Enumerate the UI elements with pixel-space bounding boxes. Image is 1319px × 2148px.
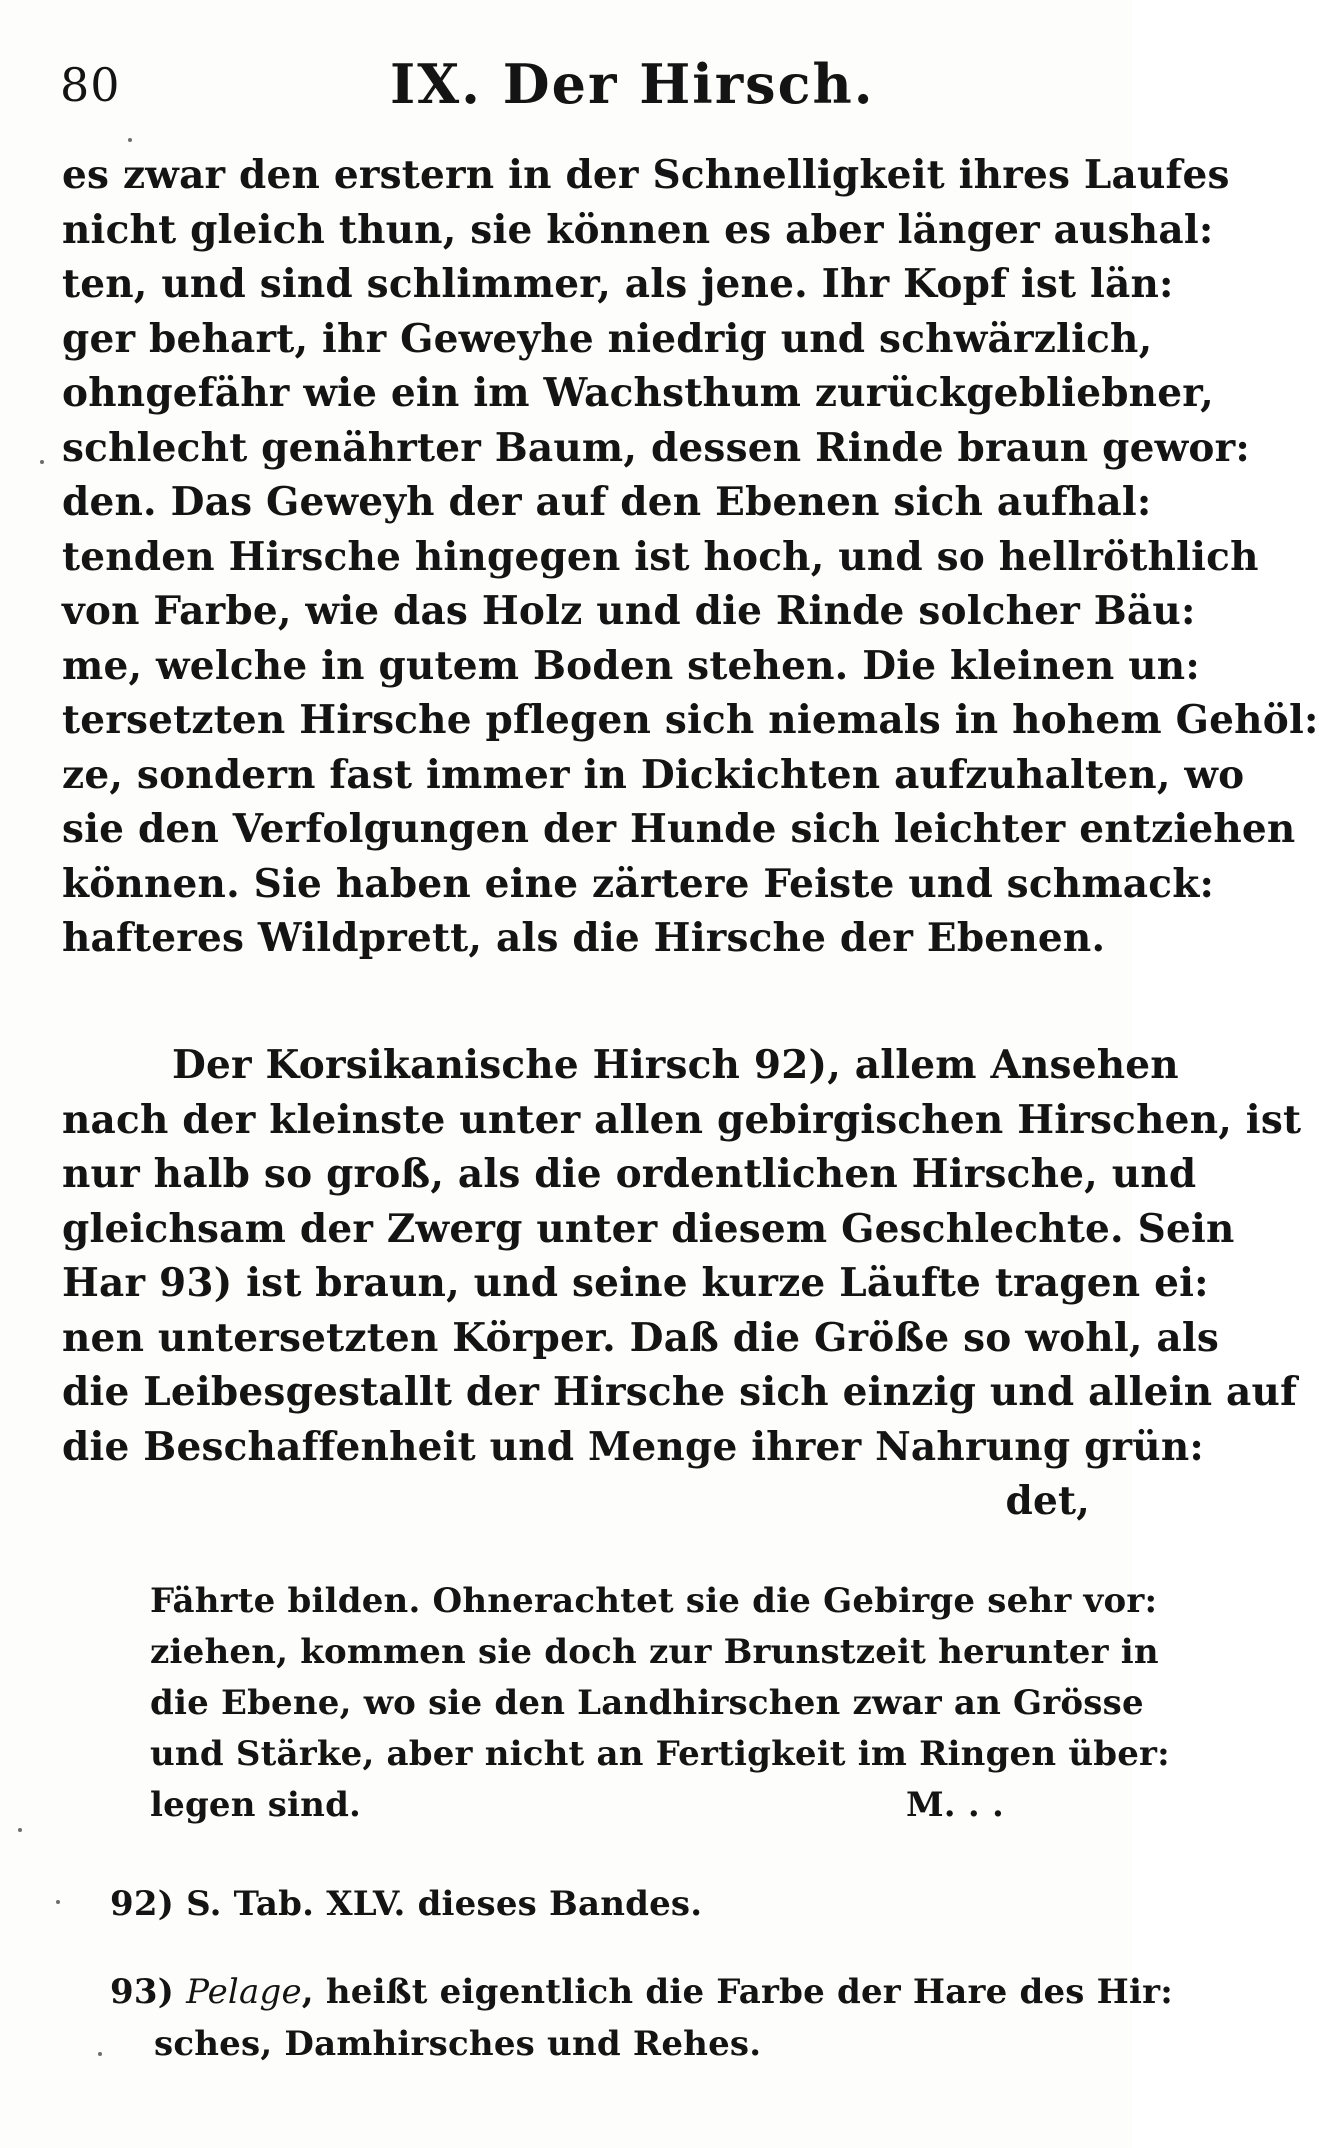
footnote-line: sches, Damhirsches und Rehes. [154, 2024, 762, 2064]
footnote-line [150, 1780, 1074, 1831]
footnote-marker: 93) [110, 1972, 175, 2012]
text-line: von Farbe, wie das Holz und die Rinde solcher Bäu: [62, 588, 1196, 634]
footnote-line: ziehen, kommen sie doch zur Brunstzeit herunter in [150, 1632, 1159, 1672]
text-line: nach der kleinste unter allen gebirgischen Hirschen, ist [62, 1096, 1302, 1143]
text-line: die Beschaffenheit und Menge ihrer Nahrung grün: [62, 1423, 1204, 1470]
paper-speck [98, 2052, 102, 2056]
text-line: tenden Hirsche hingegen ist hoch, und so hellröthlich [62, 533, 1259, 580]
footnote-text: S. Tab. XLV. dieses Bandes. [186, 1884, 703, 1924]
text-line: ze, sondern fast immer in Dickichten aufzuhalten, wo [62, 751, 1245, 798]
footnote-line [110, 1966, 1173, 2018]
footnote-line-text: legen sind. [150, 1785, 362, 1825]
catchword: det, [1005, 1478, 1090, 1524]
text-line: sie den Verfolgungen der Hunde sich leichter entziehen [62, 806, 1296, 852]
text-line: schlecht genährter Baum, dessen Rinde braun gewor: [62, 424, 1250, 471]
footnote-marker: 92) [110, 1884, 175, 1924]
footnote-term: Pelage [186, 1972, 302, 2012]
paper-speck [18, 1828, 22, 1832]
text-line: Har 93) ist braun, und seine kurze Läufte tragen ei: [62, 1260, 1209, 1306]
text-line: me, welche in gutem Boden stehen. Die kleinen un: [62, 642, 1200, 689]
footnote-93 [110, 1966, 1173, 2070]
text-line: ten, und sind schlimmer, als jene. Ihr Kopf ist län: [62, 261, 1174, 307]
paper-speck [128, 138, 132, 142]
paper-speck [40, 460, 44, 464]
text-line: ger behart, ihr Geweyhe niedrig und schwärzlich, [62, 315, 1153, 362]
text-line: nur halb so groß, als die ordentlichen Hirsche, und [62, 1151, 1197, 1197]
footnote-line: und Stärke, aber nicht an Fertigkeit im Ringen über: [150, 1734, 1170, 1774]
text-line: es zwar den erstern in der Schnelligkeit ihres Laufes [62, 152, 1230, 198]
paragraph-2 [62, 1038, 1302, 1529]
text-line: die Leibesgestallt der Hirsche sich einzig und allein auf [62, 1369, 1298, 1415]
footnote-92 [110, 1878, 1080, 1930]
footnote-line: Fährte bilden. Ohnerachtet sie die Gebirge sehr vor: [150, 1581, 1158, 1621]
text-line: ohngefähr wie ein im Wachsthum zurückgebliebner, [62, 370, 1214, 416]
text-line: tersetzten Hirsche pflegen sich niemals in hohem Gehöl: [62, 697, 1319, 743]
footnote-line [110, 1878, 1080, 1930]
text-line: können. Sie haben eine zärtere Feiste und schmack: [62, 860, 1215, 907]
paragraph-1 [62, 148, 1319, 966]
text-line: hafteres Wildprett, als die Hirsche der Ebenen. [62, 915, 1106, 961]
text-line: nen untersetzten Körper. Daß die Größe so wohl, als [62, 1314, 1220, 1361]
footnote-continuation [150, 1576, 1170, 1831]
paper-speck [56, 1900, 60, 1904]
text-line: gleichsam der Zwerg unter diesem Geschlechte. Sein [62, 1205, 1235, 1252]
page-number: 80 [60, 58, 121, 112]
running-head: IX. Der Hirsch. [390, 52, 875, 116]
footnote-signature: M. . . [905, 1785, 1004, 1825]
text-line: Der Korsikanische Hirsch 92), allem Ansehen [172, 1042, 1179, 1088]
page-header [60, 52, 1080, 122]
footnote-text: , heißt eigentlich die Farbe der Hare des Hir: [301, 1972, 1173, 2012]
text-line: nicht gleich thun, sie können es aber länger aushal: [62, 206, 1214, 253]
footnote-line: die Ebene, wo sie den Landhirschen zwar an Grösse [150, 1683, 1144, 1723]
text-line: den. Das Geweyh der auf den Ebenen sich aufhal: [62, 479, 1152, 525]
